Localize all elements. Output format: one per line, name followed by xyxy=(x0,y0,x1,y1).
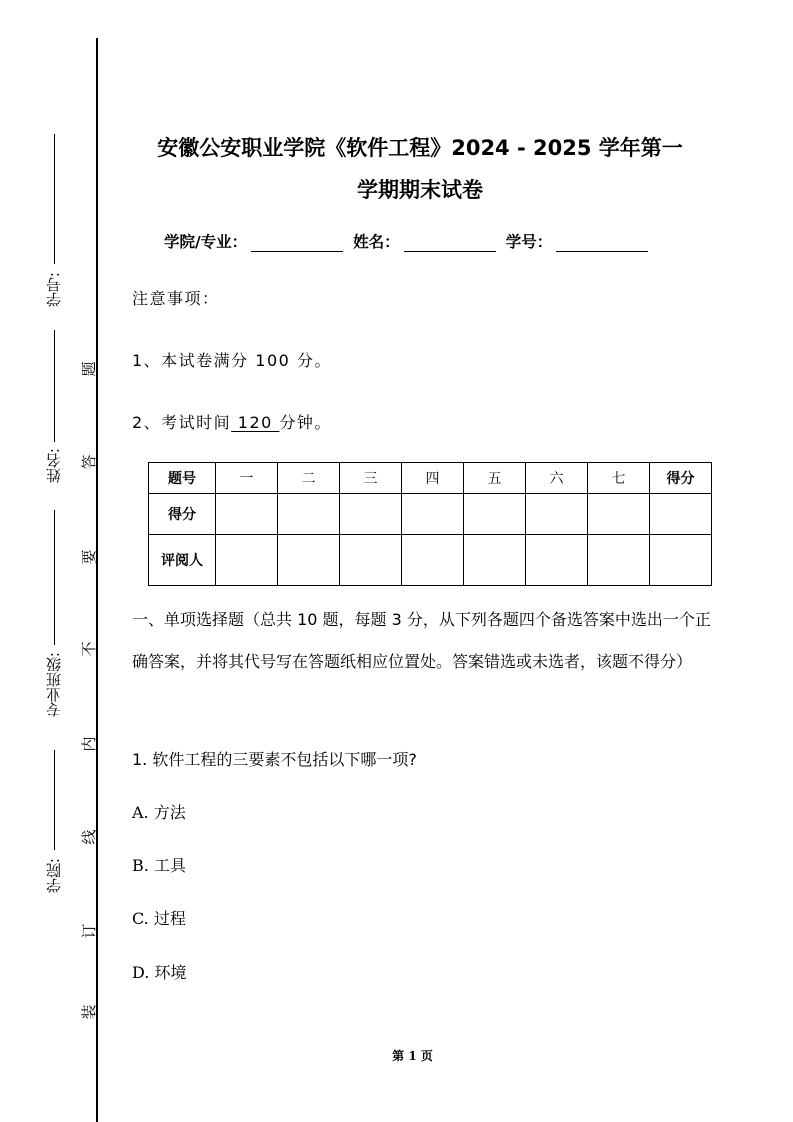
reviewer-cell[interactable] xyxy=(278,535,340,586)
score-cell[interactable] xyxy=(340,494,402,535)
exam-title-line1: 安徽公安职业学院《软件工程》2024 - 2025 学年第一 xyxy=(157,136,683,160)
score-table-row xyxy=(149,494,712,535)
seal-char: 线 xyxy=(80,829,98,845)
header-cell: 三 xyxy=(340,463,402,494)
binding-line xyxy=(96,38,98,1122)
option-b[interactable] xyxy=(132,853,186,876)
student-info-row xyxy=(164,230,658,252)
score-table-row xyxy=(149,535,712,586)
header-cell: 六 xyxy=(526,463,588,494)
row-label: 评阅人 xyxy=(149,535,216,586)
score-cell[interactable] xyxy=(588,494,650,535)
student-id-blank-line xyxy=(54,134,55,264)
seal-char: 要 xyxy=(80,549,98,565)
seal-char: 答 xyxy=(80,454,98,470)
name-label: 姓名： xyxy=(353,233,400,251)
header-cell: 题号 xyxy=(149,463,216,494)
name-blank-line xyxy=(54,330,55,442)
margin-label-college: 学院: xyxy=(45,858,63,894)
score-cell[interactable] xyxy=(216,494,278,535)
option-c[interactable] xyxy=(132,906,186,929)
reviewer-cell[interactable] xyxy=(464,535,526,586)
note-item-1: 1、本试卷满分 100 分。 xyxy=(132,351,332,370)
college-blank-line xyxy=(54,750,55,850)
header-cell: 二 xyxy=(278,463,340,494)
option-key: B. xyxy=(132,856,149,875)
score-table xyxy=(148,462,712,586)
exam-title-line2: 学期期末试卷 xyxy=(357,178,483,202)
seal-char: 题 xyxy=(80,361,98,377)
reviewer-cell[interactable] xyxy=(588,535,650,586)
header-cell: 五 xyxy=(464,463,526,494)
college-major-label: 学院/专业： xyxy=(164,233,248,251)
margin-label-class: 专业班级: xyxy=(45,652,63,718)
option-key: D. xyxy=(132,963,150,982)
header-cell: 七 xyxy=(588,463,650,494)
score-cell[interactable] xyxy=(278,494,340,535)
seal-char: 订 xyxy=(80,923,98,939)
seal-char: 装 xyxy=(80,1004,98,1020)
note-item-2-suffix: 分钟。 xyxy=(279,413,332,432)
reviewer-cell[interactable] xyxy=(650,535,712,586)
option-d[interactable] xyxy=(132,960,186,983)
score-cell[interactable] xyxy=(650,494,712,535)
option-a[interactable] xyxy=(132,800,186,823)
score-cell[interactable] xyxy=(464,494,526,535)
header-cell: 得分 xyxy=(650,463,712,494)
header-cell: 一 xyxy=(216,463,278,494)
section1-instructions: 一、单项选择题（总共 10 题，每题 3 分，从下列各题四个备选答案中选出一个正确答案，并将其代号写在答题纸相应位置处。答案错选或未选者，该题不得分） xyxy=(132,610,711,671)
header-cell: 四 xyxy=(402,463,464,494)
option-text: 环境 xyxy=(154,963,187,982)
name-field[interactable] xyxy=(404,233,496,252)
option-text: 过程 xyxy=(153,909,186,928)
score-cell[interactable] xyxy=(526,494,588,535)
note-item-2-prefix: 2、考试时间 xyxy=(132,413,232,432)
notes-heading: 注意事项： xyxy=(132,289,220,308)
margin-label-name: 姓名: xyxy=(45,448,63,484)
option-text: 方法 xyxy=(153,803,186,822)
score-table-header-row xyxy=(149,463,712,494)
option-text: 工具 xyxy=(153,856,186,875)
college-major-field[interactable] xyxy=(251,233,343,252)
reviewer-cell[interactable] xyxy=(526,535,588,586)
reviewer-cell[interactable] xyxy=(216,535,278,586)
student-id-field[interactable] xyxy=(556,233,648,252)
option-key: C. xyxy=(132,909,149,928)
seal-char: 不 xyxy=(80,641,98,657)
seal-char: 内 xyxy=(80,736,98,752)
note-item-2 xyxy=(132,410,332,433)
student-id-label: 学号： xyxy=(505,233,553,251)
margin-label-student-id: 学号: xyxy=(45,272,63,308)
reviewer-cell[interactable] xyxy=(402,535,464,586)
score-cell[interactable] xyxy=(402,494,464,535)
class-blank-line xyxy=(54,510,55,645)
page-number: 第 1 页 xyxy=(392,1049,433,1063)
reviewer-cell[interactable] xyxy=(340,535,402,586)
exam-duration-value: 120 xyxy=(231,413,280,432)
question-1-stem: 1. 软件工程的三要素不包括以下哪一项? xyxy=(132,750,417,769)
row-label: 得分 xyxy=(149,494,216,535)
option-key: A. xyxy=(132,803,149,822)
